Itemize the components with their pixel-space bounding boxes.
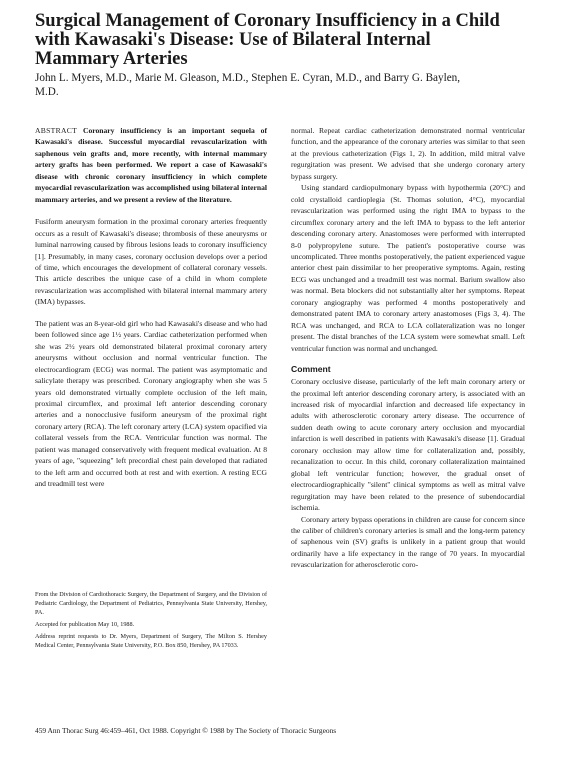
surgery-paragraph: Using standard cardiopulmonary bypass with hypothermia (20°C) and cold crystalloid cardioplegia (St. Thomas solution, 4°C), myocardial revascularization was performed using the right IMA to bypass to the circumflex coronary artery and the left IMA to bypass to the left anterior descending coronary artery. Anastomoses were performed with interrupted 8-0 polypropylene suture. The patient's postoperative course was uncomplicated. Three months postoperatively, the patient experienced vague anterior chest pain dissimilar to her preoperative symptoms. Again, resting ECG was unchanged and a treadmill test was normal. Barium swallow also was normal. Beta blockers did not substantially alter her symptoms. Repeat coronary angiography was performed 4 months postoperatively and demonstrated patent IMA to coronary artery anastomoses (Figs 3, 4). The RCA was unchanged, and RCA to LCA collateralization was no longer present. The distal branches of the LCA system were somewhat small. Left ventricular function was normal and unchanged. bbox=[291, 183, 525, 353]
reprint-address-note: Address reprint requests to Dr. Myers, Department of Surgery, The Milton S. Hershey Medical Center, Pennsylvania State University, P.O. Box 850, Hershey, PA 17033. bbox=[35, 633, 267, 649]
left-column bbox=[35, 125, 267, 490]
accepted-note: Accepted for publication May 10, 1988. bbox=[35, 621, 135, 628]
abstract-text: Coronary insufficiency is an important sequela of Kawasaki's disease. Successful myocardial revascularization with saphenous vein grafts and, more recently, with internal mammary artery grafts has been performed. We report a case of Kawasaki's disease with chronic coronary insufficiency in which complete myocardial revascularization was accomplished using bilateral internal mammary arteries, and we present a review of the literature. bbox=[35, 126, 267, 204]
article-title: Surgical Management of Coronary Insufficiency in a Child with Kawasaki's Disease: Use of Bilateral Internal Mammary Arteries bbox=[35, 11, 500, 69]
affiliation-note: From the Division of Cardiothoracic Surgery, the Department of Surgery, and the Division of Pediatric Cardiology, the Department of Pediatrics, Pennsylvania State University, Hershey, PA. bbox=[35, 591, 267, 616]
comment-paragraph-1: Coronary occlusive disease, particularly of the left main coronary artery or the proximal left anterior descending coronary artery, is associated with an increased risk of myocardial infarction and decreased life expectancy in adults with atherosclerotic coronary artery disease. The occurrence of sudden death owing to acute coronary artery occlusion and myocardial infarction is well described in patients with Kawasaki's disease [1]. Gradual coronary occlusion may allow time for collateralization and, possibly, recanalization to occur. In this child, coronary collateralization maintained global left ventricular function; however, the gradual onset of electrocardiographically "silent" clinical symptoms as well as mitral valve regurgitation may have been related to the presence of subendocardial ischemia. bbox=[291, 377, 525, 513]
right-column bbox=[291, 125, 525, 571]
comment-paragraph-2: Coronary artery bypass operations in children are cause for concern since the caliber of children's coronary arteries is small and the long-term patency of saphenous vein (SV) grafts is unlikely in a patient group that would ordinarily have a life expectancy in the range of 70 years. In myocardial revascularization for atherosclerotic coro- bbox=[291, 514, 525, 570]
page-footer: 459 Ann Thorac Surg 46:459–461, Oct 1988. Copyright © 1988 by The Society of Thoracic Surgeons bbox=[35, 726, 337, 735]
abstract-label: ABSTRACT bbox=[35, 126, 78, 135]
author-list: John L. Myers, M.D., Marie M. Gleason, M.D., Stephen E. Cyran, M.D., and Barry G. Baylen, M.D. bbox=[35, 72, 461, 98]
intro-paragraph: Fusiform aneurysm formation in the proximal coronary arteries frequently occurs as a result of Kawasaki's disease; thrombosis of these aneurysms or luminal narrowing caused by fibrous lesions leads to coronary insufficiency [1]. Presumably, in many cases, coronary occlusion develops over a period of time, which encourages the development of collateral coronary vessels. This article describes the unique case of a child in whom complete revascularization was accomplished with bilateral internal mammary artery (IMA) bypasses. bbox=[35, 217, 267, 307]
abstract bbox=[35, 125, 267, 205]
footnotes bbox=[35, 590, 267, 653]
case-report-paragraph: The patient was an 8-year-old girl who had Kawasaki's disease and who had been followed since age 1½ years. Cardiac catheterization performed when she was 2½ years old demonstrated bilateral proximal coronary artery aneurysms without occlusion and normal ventricular function. The electrocardiogram (ECG) was normal. The patient was asymptomatic and salicylate therapy was prescribed. Coronary angiography when she was 5 years old demonstrated virtually complete occlusion of the left main, proximal circumflex, and proximal left anterior descending coronary arteries and a nonocclusive fusiform aneurysm of the proximal right coronary artery (RCA). The left coronary artery (LCA) system opacified via collateral vessels from the RCA. Ventricular function was normal. The patient was managed conservatively with frequent medical evaluation. At 8 years of age, "squeezing" left precordial chest pain developed that radiated to the left arm and occurred both at rest and with exertion. A resting ECG and treadmill test were bbox=[35, 318, 267, 489]
comment-heading: Comment bbox=[291, 364, 331, 375]
case-continued-paragraph: normal. Repeat cardiac catheterization demonstrated normal ventricular function, and the appearance of the coronary arteries was similar to that seen at the previous catheterization (Figs 1, 2). In addition, mild mitral valve regurgitation was present. We advised that she undergo coronary artery bypass surgery. bbox=[291, 126, 525, 181]
